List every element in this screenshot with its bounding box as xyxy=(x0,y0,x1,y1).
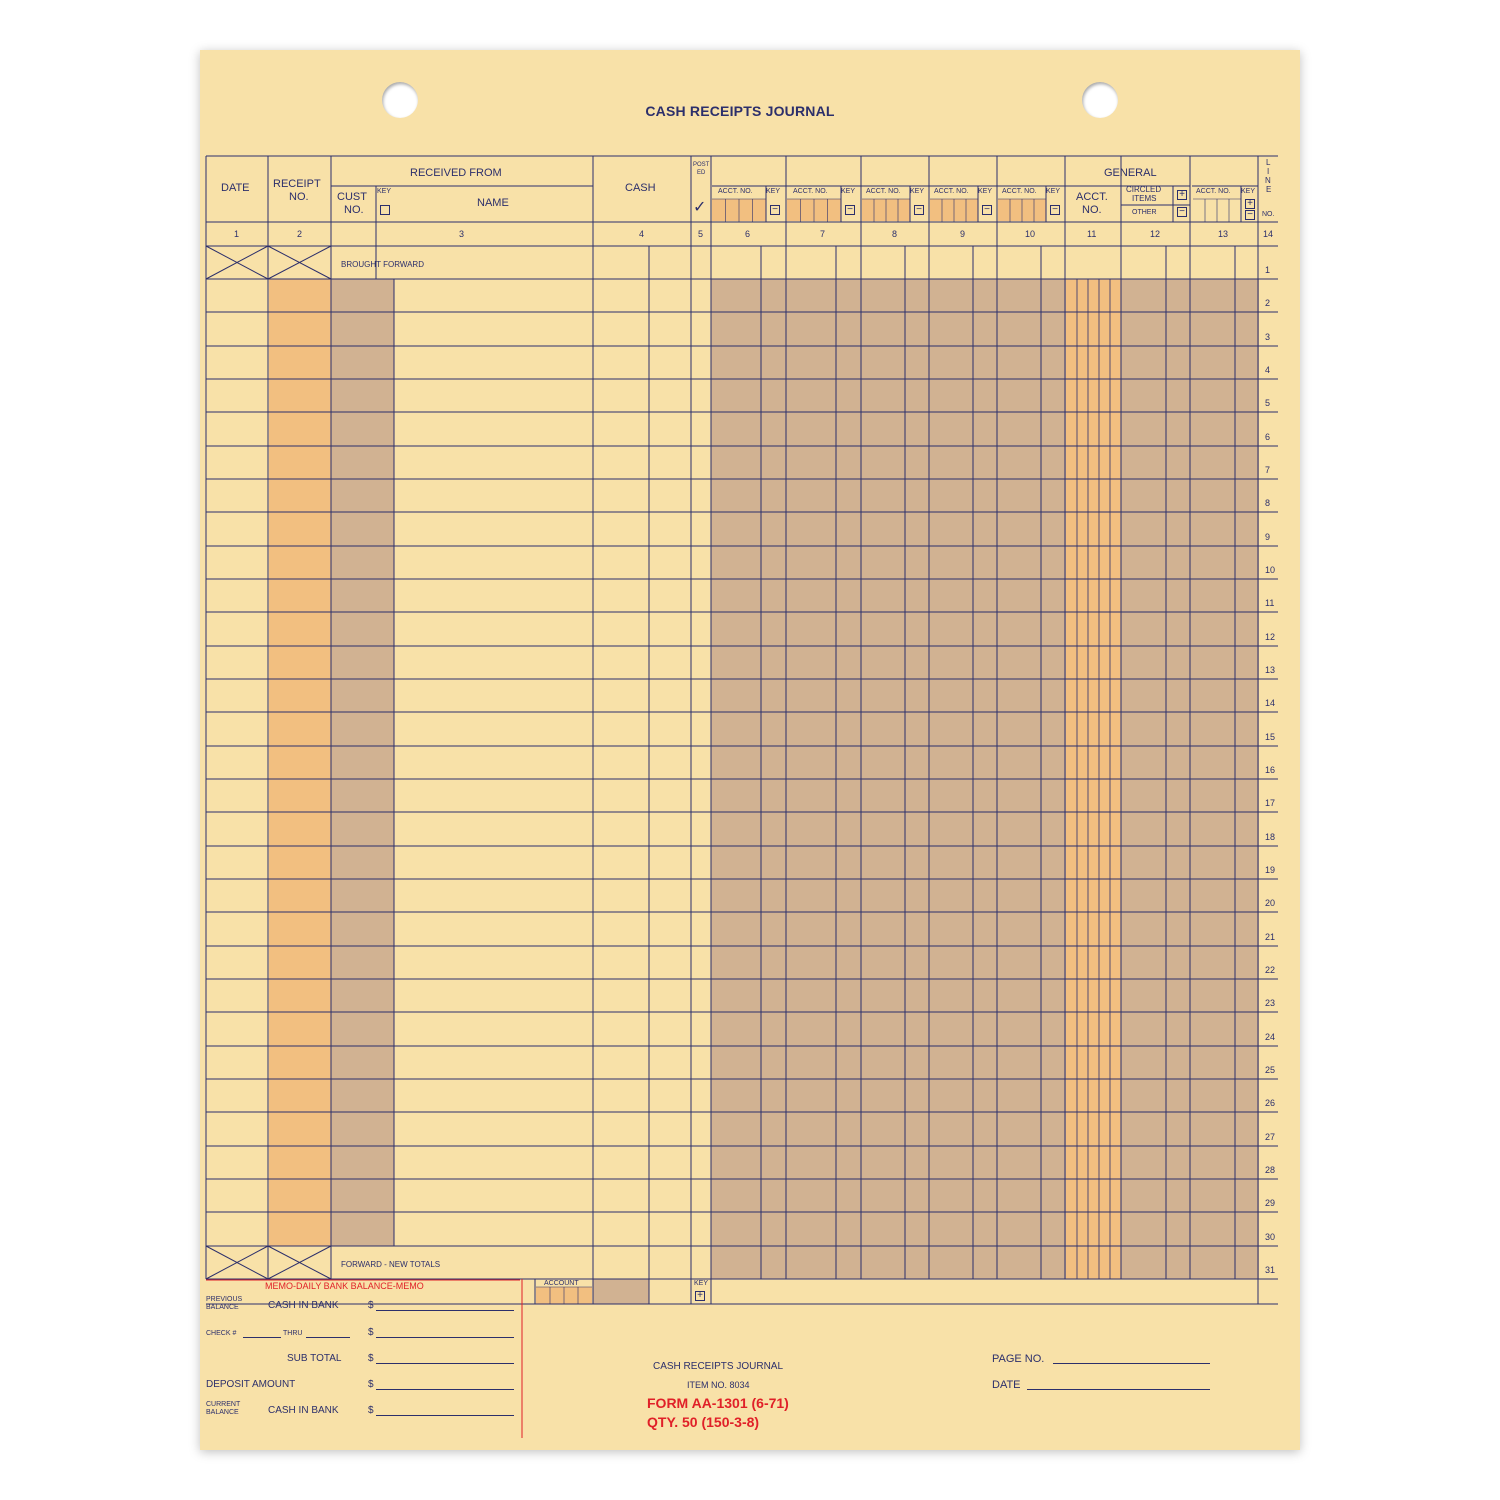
dollar-sign: $ xyxy=(368,1379,374,1390)
key-label-7: KEY xyxy=(841,188,856,195)
dollar-sign: $ xyxy=(368,1405,374,1416)
column-number: 1 xyxy=(234,229,240,239)
line-number: 11 xyxy=(1265,598,1275,609)
form-item-no: ITEM NO. 8034 xyxy=(687,1380,750,1390)
line-number: 6 xyxy=(1265,431,1271,442)
date-field[interactable] xyxy=(1027,1389,1210,1390)
line-number: 20 xyxy=(1265,898,1276,909)
column-number: 8 xyxy=(892,229,898,239)
header-general: GENERAL xyxy=(1104,167,1157,179)
acct-no-label-7: ACCT. NO. xyxy=(793,188,828,195)
plus-box-icon: + xyxy=(695,1291,705,1301)
line-number: 27 xyxy=(1265,1131,1276,1142)
minus-box-icon: − xyxy=(770,205,780,215)
current-label-a: CURRENT xyxy=(206,1401,241,1408)
line-number: 15 xyxy=(1265,731,1276,742)
line-number: 4 xyxy=(1265,364,1271,375)
memo-title: MEMO-DAILY BANK BALANCE-MEMO xyxy=(265,1281,424,1291)
account-label: ACCOUNT xyxy=(544,1280,579,1287)
line-number: 10 xyxy=(1265,564,1276,575)
header-receipt: RECEIPT xyxy=(273,178,321,190)
key-label-6: KEY xyxy=(766,188,781,195)
line-number: 21 xyxy=(1265,931,1276,942)
column-number: 6 xyxy=(745,229,751,239)
check-label: CHECK # xyxy=(206,1330,237,1337)
header-cust: CUST xyxy=(337,191,367,203)
line-number: 16 xyxy=(1265,764,1276,775)
previous-balance-field[interactable] xyxy=(376,1310,514,1311)
key-label-13: KEY xyxy=(1241,188,1256,195)
receipt-column-shade xyxy=(269,279,331,1246)
date-label: DATE xyxy=(992,1379,1021,1391)
dollar-sign: $ xyxy=(368,1300,374,1311)
column-number: 2 xyxy=(297,229,303,239)
cust-key-box xyxy=(380,205,390,215)
header-gen-no: NO. xyxy=(1082,204,1102,216)
minus-box-icon: − xyxy=(845,205,855,215)
line-number: 9 xyxy=(1265,531,1271,542)
column-number: 3 xyxy=(459,229,465,239)
previous-label-b: BALANCE xyxy=(206,1304,239,1311)
check-from-field[interactable] xyxy=(243,1337,281,1338)
account-total-shade xyxy=(593,1279,649,1304)
line-number: 28 xyxy=(1265,1164,1276,1175)
footer-key-label: KEY xyxy=(694,1280,709,1287)
minus-box-icon: − xyxy=(914,205,924,215)
acct-no-label-9: ACCT. NO. xyxy=(934,188,969,195)
line-number: 25 xyxy=(1265,1064,1276,1075)
line-number: 24 xyxy=(1265,1031,1276,1042)
column-number: 12 xyxy=(1150,229,1161,239)
line-number: 22 xyxy=(1265,964,1276,975)
column-number: 13 xyxy=(1218,229,1229,239)
acct-no-label-13: ACCT. NO. xyxy=(1196,188,1231,195)
header-received-from: RECEIVED FROM xyxy=(410,167,502,179)
previous-label-a: PREVIOUS xyxy=(206,1296,243,1303)
column-number: 14 xyxy=(1263,229,1274,239)
header-gen-acct: ACCT. xyxy=(1076,191,1108,203)
page-no-label: PAGE NO. xyxy=(992,1353,1045,1365)
line-number: 30 xyxy=(1265,1231,1276,1242)
check-mark-icon: ✓ xyxy=(693,199,707,216)
header-line-l: L xyxy=(1266,158,1271,167)
column-fills xyxy=(269,199,1259,1304)
header-line-i: I xyxy=(1267,167,1270,176)
current-balance-field[interactable] xyxy=(376,1415,514,1416)
cash-in-bank-label: CASH IN BANK xyxy=(268,1405,339,1416)
header-line-n: N xyxy=(1265,176,1271,185)
cash-in-bank-label: CASH IN BANK xyxy=(268,1300,339,1311)
dollar-sign: $ xyxy=(368,1327,374,1338)
key-label-9: KEY xyxy=(978,188,993,195)
sub-total-field[interactable] xyxy=(376,1363,514,1364)
header-line-e: E xyxy=(1266,185,1272,194)
key-label-8: KEY xyxy=(910,188,925,195)
sub-total-label: SUB TOTAL xyxy=(287,1353,342,1364)
line-number: 18 xyxy=(1265,831,1276,842)
line-number: 3 xyxy=(1265,331,1271,342)
key-label-10: KEY xyxy=(1046,188,1061,195)
header-receipt-no: NO. xyxy=(289,191,309,203)
form-journal-name: CASH RECEIPTS JOURNAL xyxy=(653,1361,784,1372)
thru-label: THRU xyxy=(283,1330,303,1337)
checks-amount-field[interactable] xyxy=(376,1337,514,1338)
brought-forward-label: BROUGHT FORWARD xyxy=(341,260,424,269)
header-items: ITEMS xyxy=(1132,194,1157,203)
dollar-sign: $ xyxy=(368,1353,374,1364)
minus-box-icon: − xyxy=(1177,207,1187,217)
column-number: 10 xyxy=(1025,229,1036,239)
header-posted-a: POST xyxy=(693,162,710,168)
line-number: 1 xyxy=(1265,265,1271,275)
current-label-b: BALANCE xyxy=(206,1409,239,1416)
line-number: 19 xyxy=(1265,864,1276,875)
minus-box-icon: − xyxy=(1050,205,1060,215)
page-title: CASH RECEIPTS JOURNAL xyxy=(645,103,835,119)
column-number: 9 xyxy=(960,229,966,239)
forward-totals-label: FORWARD - NEW TOTALS xyxy=(341,1260,441,1269)
deposit-amount-label: DEPOSIT AMOUNT xyxy=(206,1379,296,1390)
deposit-amount-field[interactable] xyxy=(376,1389,514,1390)
acct-no-label-10: ACCT. NO. xyxy=(1002,188,1037,195)
minus-box-icon: − xyxy=(982,205,992,215)
line-number: 8 xyxy=(1265,498,1271,509)
plus-box-icon: + xyxy=(1177,190,1187,200)
header-other: OTHER xyxy=(1132,209,1157,216)
column-number: 5 xyxy=(698,229,704,239)
column-number: 4 xyxy=(639,229,645,239)
line-number: 17 xyxy=(1265,798,1276,809)
header-date: DATE xyxy=(221,182,250,194)
check-thru-field[interactable] xyxy=(306,1337,350,1338)
line-number: 26 xyxy=(1265,1098,1276,1109)
line-number: 12 xyxy=(1265,631,1276,642)
form-number: FORM AA-1301 (6-71) xyxy=(647,1395,789,1411)
cust-no-column-shade xyxy=(331,279,394,1246)
line-number: 31 xyxy=(1265,1264,1276,1275)
header-circled: CIRCLED xyxy=(1126,185,1162,194)
line-number: 7 xyxy=(1265,464,1271,475)
line-number: 5 xyxy=(1265,398,1271,409)
column-number: 11 xyxy=(1087,229,1097,239)
line-number: 2 xyxy=(1265,298,1271,309)
column-number: 7 xyxy=(820,229,826,239)
line-number: 23 xyxy=(1265,998,1276,1009)
line-number: 29 xyxy=(1265,1198,1276,1209)
header-cust-no: NO. xyxy=(344,204,364,216)
form-quantity: QTY. 50 (150-3-8) xyxy=(647,1414,760,1430)
acct-no-label-8: ACCT. NO. xyxy=(866,188,901,195)
page-no-field[interactable] xyxy=(1053,1363,1210,1364)
header-line-no: NO. xyxy=(1262,211,1275,218)
header-cust-key: KEY xyxy=(377,188,392,195)
acct-no-label-6: ACCT. NO. xyxy=(718,188,753,195)
line-number: 14 xyxy=(1265,698,1276,709)
header-posted-b: ED xyxy=(697,170,706,176)
minus-box-icon: − xyxy=(1245,210,1255,220)
header-name: NAME xyxy=(477,197,509,209)
line-number: 13 xyxy=(1265,664,1276,675)
plus-box-icon: + xyxy=(1245,199,1255,209)
header-cash: CASH xyxy=(625,182,656,194)
